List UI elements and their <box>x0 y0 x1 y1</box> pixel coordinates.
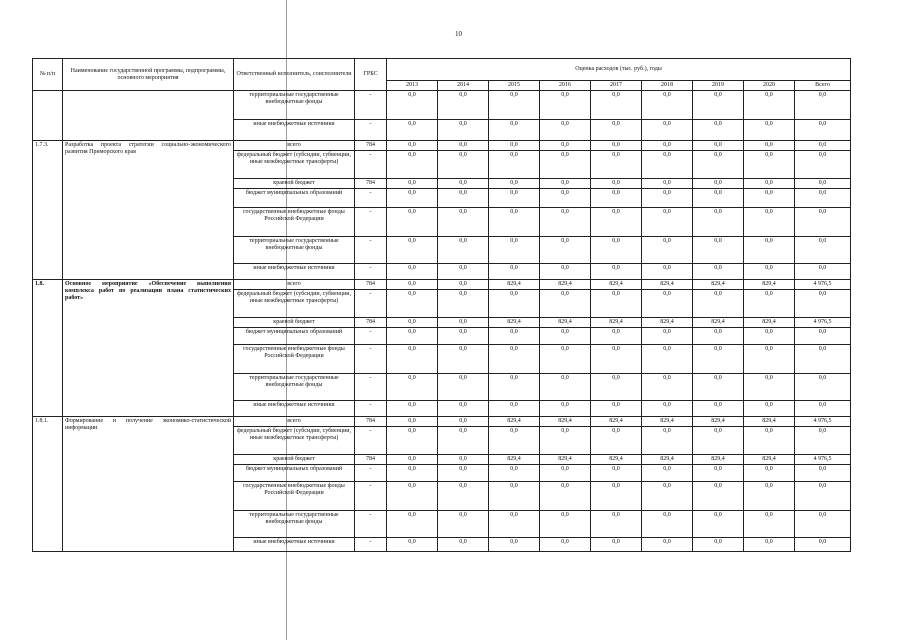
amount-cell: 829,4 <box>693 417 744 427</box>
amount-cell: 0,0 <box>744 465 795 482</box>
amount-cell: 0,0 <box>744 374 795 401</box>
amount-cell: 0,0 <box>744 511 795 538</box>
amount-cell: 0,0 <box>387 345 438 374</box>
funding-source: государственные внебюджетные фонды Российской Федерации <box>234 482 355 511</box>
amount-cell: 0,0 <box>642 208 693 237</box>
page-number: 10 <box>455 30 462 38</box>
amount-cell: 0,0 <box>438 141 489 151</box>
amount-cell: 0,0 <box>438 511 489 538</box>
amount-cell: 0,0 <box>489 151 540 179</box>
amount-cell: 0,0 <box>693 401 744 417</box>
amount-cell: 0,0 <box>591 141 642 151</box>
header-estimate: Оценка расходов (тыс. руб.), годы <box>387 59 851 81</box>
amount-cell: 0,0 <box>540 538 591 552</box>
amount-cell: 0,0 <box>642 91 693 120</box>
amount-cell: 0,0 <box>693 538 744 552</box>
amount-cell: 0,0 <box>387 208 438 237</box>
funding-source: краевой бюджет <box>234 179 355 189</box>
amount-cell: 0,0 <box>591 264 642 280</box>
amount-cell: 0,0 <box>642 151 693 179</box>
amount-cell: 0,0 <box>387 280 438 290</box>
amount-cell: 0,0 <box>387 189 438 208</box>
header-year: 2019 <box>693 81 744 91</box>
grbs-code: - <box>355 264 387 280</box>
item-name <box>63 91 234 141</box>
amount-cell: 0,0 <box>693 345 744 374</box>
amount-cell: 0,0 <box>591 290 642 318</box>
amount-cell: 0,0 <box>693 237 744 264</box>
amount-cell: 0,0 <box>387 482 438 511</box>
amount-cell: 0,0 <box>795 237 851 264</box>
amount-cell: 0,0 <box>489 179 540 189</box>
item-name: Формирование и получение экономико-статистической информации <box>63 417 234 552</box>
grbs-code: 784 <box>355 280 387 290</box>
funding-source: государственные внебюджетные фонды Российской Федерации <box>234 345 355 374</box>
amount-cell: 0,0 <box>540 120 591 141</box>
funding-source: иные внебюджетные источники <box>234 538 355 552</box>
amount-cell: 0,0 <box>540 141 591 151</box>
amount-cell: 0,0 <box>489 374 540 401</box>
amount-cell: 0,0 <box>795 208 851 237</box>
amount-cell: 0,0 <box>795 427 851 455</box>
amount-cell: 4 976,5 <box>795 280 851 290</box>
amount-cell: 0,0 <box>540 374 591 401</box>
amount-cell: 0,0 <box>795 401 851 417</box>
amount-cell: 0,0 <box>795 345 851 374</box>
amount-cell: 829,4 <box>540 280 591 290</box>
amount-cell: 0,0 <box>489 328 540 345</box>
funding-source: краевой бюджет <box>234 455 355 465</box>
amount-cell: 0,0 <box>591 465 642 482</box>
amount-cell: 0,0 <box>744 345 795 374</box>
grbs-code: - <box>355 120 387 141</box>
grbs-code: 784 <box>355 141 387 151</box>
grbs-code: 784 <box>355 455 387 465</box>
amount-cell: 0,0 <box>795 91 851 120</box>
amount-cell: 0,0 <box>693 427 744 455</box>
amount-cell: 0,0 <box>795 328 851 345</box>
amount-cell: 0,0 <box>438 465 489 482</box>
amount-cell: 829,4 <box>591 417 642 427</box>
amount-cell: 0,0 <box>540 511 591 538</box>
amount-cell: 0,0 <box>438 538 489 552</box>
grbs-code: - <box>355 345 387 374</box>
amount-cell: 0,0 <box>387 151 438 179</box>
grbs-code: - <box>355 91 387 120</box>
amount-cell: 0,0 <box>642 401 693 417</box>
amount-cell: 829,4 <box>591 318 642 328</box>
amount-cell: 0,0 <box>744 141 795 151</box>
amount-cell: 0,0 <box>693 208 744 237</box>
amount-cell: 0,0 <box>744 264 795 280</box>
funding-source: бюджет муниципальных образований <box>234 189 355 208</box>
amount-cell: 0,0 <box>591 189 642 208</box>
amount-cell: 829,4 <box>642 455 693 465</box>
amount-cell: 0,0 <box>540 290 591 318</box>
grbs-code: - <box>355 465 387 482</box>
amount-cell: 0,0 <box>387 374 438 401</box>
amount-cell: 0,0 <box>387 465 438 482</box>
funding-source: территориальные государственные внебюджетные фонды <box>234 91 355 120</box>
amount-cell: 829,4 <box>591 280 642 290</box>
amount-cell: 0,0 <box>387 538 438 552</box>
amount-cell: 0,0 <box>642 511 693 538</box>
amount-cell: 0,0 <box>438 401 489 417</box>
amount-cell: 0,0 <box>540 345 591 374</box>
amount-cell: 0,0 <box>438 318 489 328</box>
amount-cell: 0,0 <box>795 511 851 538</box>
funding-source: федеральный бюджет (субсидии, субвенции, иные межбюджетные трансферты) <box>234 290 355 318</box>
funding-source: федеральный бюджет (субсидии, субвенции, иные межбюджетные трансферты) <box>234 427 355 455</box>
amount-cell: 0,0 <box>591 482 642 511</box>
amount-cell: 829,4 <box>693 318 744 328</box>
amount-cell: 0,0 <box>795 538 851 552</box>
amount-cell: 0,0 <box>642 179 693 189</box>
amount-cell: 0,0 <box>387 264 438 280</box>
amount-cell: 829,4 <box>642 318 693 328</box>
item-number: 1.8.1. <box>33 417 63 552</box>
funding-source: иные внебюджетные источники <box>234 401 355 417</box>
amount-cell: 0,0 <box>540 482 591 511</box>
amount-cell: 0,0 <box>387 417 438 427</box>
amount-cell: 0,0 <box>591 208 642 237</box>
item-name: Разработка проекта стратегии социально-экономического развития Приморского края <box>63 141 234 280</box>
amount-cell: 0,0 <box>489 465 540 482</box>
amount-cell: 4 976,5 <box>795 318 851 328</box>
amount-cell: 0,0 <box>795 264 851 280</box>
amount-cell: 0,0 <box>642 538 693 552</box>
amount-cell: 0,0 <box>438 237 489 264</box>
amount-cell: 0,0 <box>438 374 489 401</box>
amount-cell: 0,0 <box>795 374 851 401</box>
amount-cell: 0,0 <box>795 120 851 141</box>
amount-cell: 0,0 <box>693 290 744 318</box>
grbs-code: 784 <box>355 179 387 189</box>
amount-cell: 0,0 <box>693 328 744 345</box>
amount-cell: 0,0 <box>795 189 851 208</box>
amount-cell: 0,0 <box>693 465 744 482</box>
amount-cell: 0,0 <box>438 290 489 318</box>
amount-cell: 0,0 <box>489 264 540 280</box>
amount-cell: 0,0 <box>591 328 642 345</box>
amount-cell: 0,0 <box>795 465 851 482</box>
funding-source: всего <box>234 141 355 151</box>
amount-cell: 0,0 <box>540 208 591 237</box>
amount-cell: 0,0 <box>693 482 744 511</box>
table-body <box>33 91 851 552</box>
amount-cell: 0,0 <box>744 538 795 552</box>
amount-cell: 0,0 <box>693 511 744 538</box>
grbs-code: - <box>355 189 387 208</box>
header-year: 2018 <box>642 81 693 91</box>
amount-cell: 0,0 <box>489 290 540 318</box>
amount-cell: 0,0 <box>795 141 851 151</box>
amount-cell: 0,0 <box>744 401 795 417</box>
amount-cell: 0,0 <box>540 465 591 482</box>
grbs-code: 784 <box>355 417 387 427</box>
amount-cell: 829,4 <box>540 455 591 465</box>
funding-source: территориальные государственные внебюджетные фонды <box>234 237 355 264</box>
grbs-code: - <box>355 511 387 538</box>
amount-cell: 0,0 <box>540 189 591 208</box>
funding-source: федеральный бюджет (субсидии, субвенции, иные межбюджетные трансферты) <box>234 151 355 179</box>
grbs-code: - <box>355 401 387 417</box>
amount-cell: 0,0 <box>438 328 489 345</box>
amount-cell: 0,0 <box>693 264 744 280</box>
amount-cell: 0,0 <box>489 189 540 208</box>
amount-cell: 829,4 <box>744 318 795 328</box>
amount-cell: 0,0 <box>642 345 693 374</box>
amount-cell: 0,0 <box>387 401 438 417</box>
header-name: Наименование государственной программы, подпрограммы, основного мероприятия <box>63 59 234 91</box>
table-row <box>33 91 851 120</box>
item-number: 1.8. <box>33 280 63 417</box>
amount-cell: 0,0 <box>387 120 438 141</box>
amount-cell: 0,0 <box>489 538 540 552</box>
amount-cell: 0,0 <box>540 151 591 179</box>
amount-cell: 0,0 <box>438 91 489 120</box>
funding-source: территориальные государственные внебюджетные фонды <box>234 511 355 538</box>
amount-cell: 0,0 <box>642 120 693 141</box>
item-number <box>33 91 63 141</box>
amount-cell: 0,0 <box>387 318 438 328</box>
amount-cell: 0,0 <box>438 179 489 189</box>
amount-cell: 0,0 <box>591 237 642 264</box>
table-row <box>33 141 851 151</box>
funding-source: иные внебюджетные источники <box>234 264 355 280</box>
funding-source: иные внебюджетные источники <box>234 120 355 141</box>
amount-cell: 0,0 <box>693 91 744 120</box>
amount-cell: 0,0 <box>642 189 693 208</box>
amount-cell: 0,0 <box>744 237 795 264</box>
amount-cell: 0,0 <box>591 538 642 552</box>
header-executor: Ответственный исполнитель, соисполнители <box>234 59 355 91</box>
funding-source: краевой бюджет <box>234 318 355 328</box>
amount-cell: 0,0 <box>489 482 540 511</box>
amount-cell: 0,0 <box>744 482 795 511</box>
amount-cell: 4 976,5 <box>795 455 851 465</box>
amount-cell: 0,0 <box>489 401 540 417</box>
amount-cell: 0,0 <box>387 290 438 318</box>
amount-cell: 0,0 <box>387 455 438 465</box>
funding-source: всего <box>234 417 355 427</box>
amount-cell: 0,0 <box>438 455 489 465</box>
grbs-code: 784 <box>355 318 387 328</box>
funding-source: всего <box>234 280 355 290</box>
amount-cell: 0,0 <box>540 179 591 189</box>
amount-cell: 0,0 <box>642 290 693 318</box>
amount-cell: 0,0 <box>693 189 744 208</box>
grbs-code: - <box>355 374 387 401</box>
amount-cell: 0,0 <box>489 511 540 538</box>
amount-cell: 0,0 <box>591 151 642 179</box>
grbs-code: - <box>355 237 387 264</box>
amount-cell: 0,0 <box>540 91 591 120</box>
amount-cell: 0,0 <box>438 345 489 374</box>
amount-cell: 0,0 <box>744 151 795 179</box>
grbs-code: - <box>355 427 387 455</box>
amount-cell: 0,0 <box>642 465 693 482</box>
amount-cell: 0,0 <box>744 290 795 318</box>
amount-cell: 0,0 <box>438 120 489 141</box>
funding-source: бюджет муниципальных образований <box>234 328 355 345</box>
amount-cell: 829,4 <box>642 280 693 290</box>
amount-cell: 0,0 <box>387 141 438 151</box>
amount-cell: 0,0 <box>387 328 438 345</box>
amount-cell: 0,0 <box>642 328 693 345</box>
header-year: 2015 <box>489 81 540 91</box>
funding-source: бюджет муниципальных образований <box>234 465 355 482</box>
amount-cell: 829,4 <box>489 417 540 427</box>
amount-cell: 0,0 <box>642 237 693 264</box>
item-name: Основное мероприятие «Обеспечение выполнения комплекса работ по реализации плана статистических работ» <box>63 280 234 417</box>
amount-cell: 0,0 <box>591 401 642 417</box>
amount-cell: 0,0 <box>540 264 591 280</box>
amount-cell: 0,0 <box>438 189 489 208</box>
amount-cell: 0,0 <box>642 141 693 151</box>
amount-cell: 0,0 <box>795 290 851 318</box>
amount-cell: 0,0 <box>693 374 744 401</box>
amount-cell: 0,0 <box>693 141 744 151</box>
amount-cell: 829,4 <box>744 417 795 427</box>
amount-cell: 0,0 <box>693 179 744 189</box>
amount-cell: 0,0 <box>642 427 693 455</box>
amount-cell: 4 976,5 <box>795 417 851 427</box>
amount-cell: 0,0 <box>744 208 795 237</box>
grbs-code: - <box>355 328 387 345</box>
amount-cell: 0,0 <box>795 179 851 189</box>
grbs-code: - <box>355 538 387 552</box>
grbs-code: - <box>355 151 387 179</box>
amount-cell: 0,0 <box>489 91 540 120</box>
amount-cell: 0,0 <box>795 482 851 511</box>
amount-cell: 829,4 <box>693 455 744 465</box>
grbs-code: - <box>355 208 387 237</box>
amount-cell: 0,0 <box>438 482 489 511</box>
amount-cell: 0,0 <box>489 120 540 141</box>
amount-cell: 0,0 <box>744 189 795 208</box>
amount-cell: 829,4 <box>591 455 642 465</box>
amount-cell: 0,0 <box>591 91 642 120</box>
amount-cell: 0,0 <box>387 237 438 264</box>
amount-cell: 0,0 <box>387 511 438 538</box>
amount-cell: 0,0 <box>744 179 795 189</box>
amount-cell: 0,0 <box>489 237 540 264</box>
amount-cell: 0,0 <box>489 345 540 374</box>
amount-cell: 0,0 <box>591 120 642 141</box>
header-year: 2017 <box>591 81 642 91</box>
header-grbs: ГРБС <box>355 59 387 91</box>
item-number: 1.7.3. <box>33 141 63 280</box>
header-year: 2013 <box>387 81 438 91</box>
header-year: 2020 <box>744 81 795 91</box>
amount-cell: 0,0 <box>540 427 591 455</box>
grbs-code: - <box>355 290 387 318</box>
header-year: Всего <box>795 81 851 91</box>
expense-table <box>32 58 851 552</box>
table-row <box>33 280 851 290</box>
amount-cell: 0,0 <box>591 345 642 374</box>
amount-cell: 0,0 <box>795 151 851 179</box>
amount-cell: 0,0 <box>438 427 489 455</box>
amount-cell: 829,4 <box>642 417 693 427</box>
amount-cell: 0,0 <box>540 328 591 345</box>
amount-cell: 0,0 <box>438 280 489 290</box>
amount-cell: 0,0 <box>438 151 489 179</box>
amount-cell: 0,0 <box>693 120 744 141</box>
amount-cell: 0,0 <box>438 417 489 427</box>
amount-cell: 0,0 <box>387 427 438 455</box>
amount-cell: 0,0 <box>642 374 693 401</box>
amount-cell: 0,0 <box>438 208 489 237</box>
amount-cell: 0,0 <box>591 374 642 401</box>
amount-cell: 0,0 <box>744 427 795 455</box>
amount-cell: 829,4 <box>489 318 540 328</box>
amount-cell: 829,4 <box>744 455 795 465</box>
amount-cell: 0,0 <box>438 264 489 280</box>
header-num: № п/п <box>33 59 63 91</box>
amount-cell: 829,4 <box>489 455 540 465</box>
funding-source: государственные внебюджетные фонды Российской Федерации <box>234 208 355 237</box>
amount-cell: 0,0 <box>591 179 642 189</box>
amount-cell: 0,0 <box>591 511 642 538</box>
amount-cell: 0,0 <box>387 91 438 120</box>
amount-cell: 829,4 <box>489 280 540 290</box>
table-row <box>33 417 851 427</box>
amount-cell: 0,0 <box>744 91 795 120</box>
amount-cell: 0,0 <box>591 427 642 455</box>
amount-cell: 0,0 <box>693 151 744 179</box>
amount-cell: 0,0 <box>744 120 795 141</box>
amount-cell: 0,0 <box>744 328 795 345</box>
funding-source: территориальные государственные внебюджетные фонды <box>234 374 355 401</box>
amount-cell: 0,0 <box>489 427 540 455</box>
amount-cell: 0,0 <box>642 264 693 280</box>
amount-cell: 0,0 <box>540 401 591 417</box>
header-year: 2014 <box>438 81 489 91</box>
grbs-code: - <box>355 482 387 511</box>
amount-cell: 0,0 <box>540 237 591 264</box>
header-year: 2016 <box>540 81 591 91</box>
amount-cell: 829,4 <box>540 318 591 328</box>
amount-cell: 0,0 <box>387 179 438 189</box>
amount-cell: 0,0 <box>489 141 540 151</box>
amount-cell: 0,0 <box>642 482 693 511</box>
amount-cell: 0,0 <box>489 208 540 237</box>
amount-cell: 829,4 <box>540 417 591 427</box>
amount-cell: 829,4 <box>693 280 744 290</box>
amount-cell: 829,4 <box>744 280 795 290</box>
